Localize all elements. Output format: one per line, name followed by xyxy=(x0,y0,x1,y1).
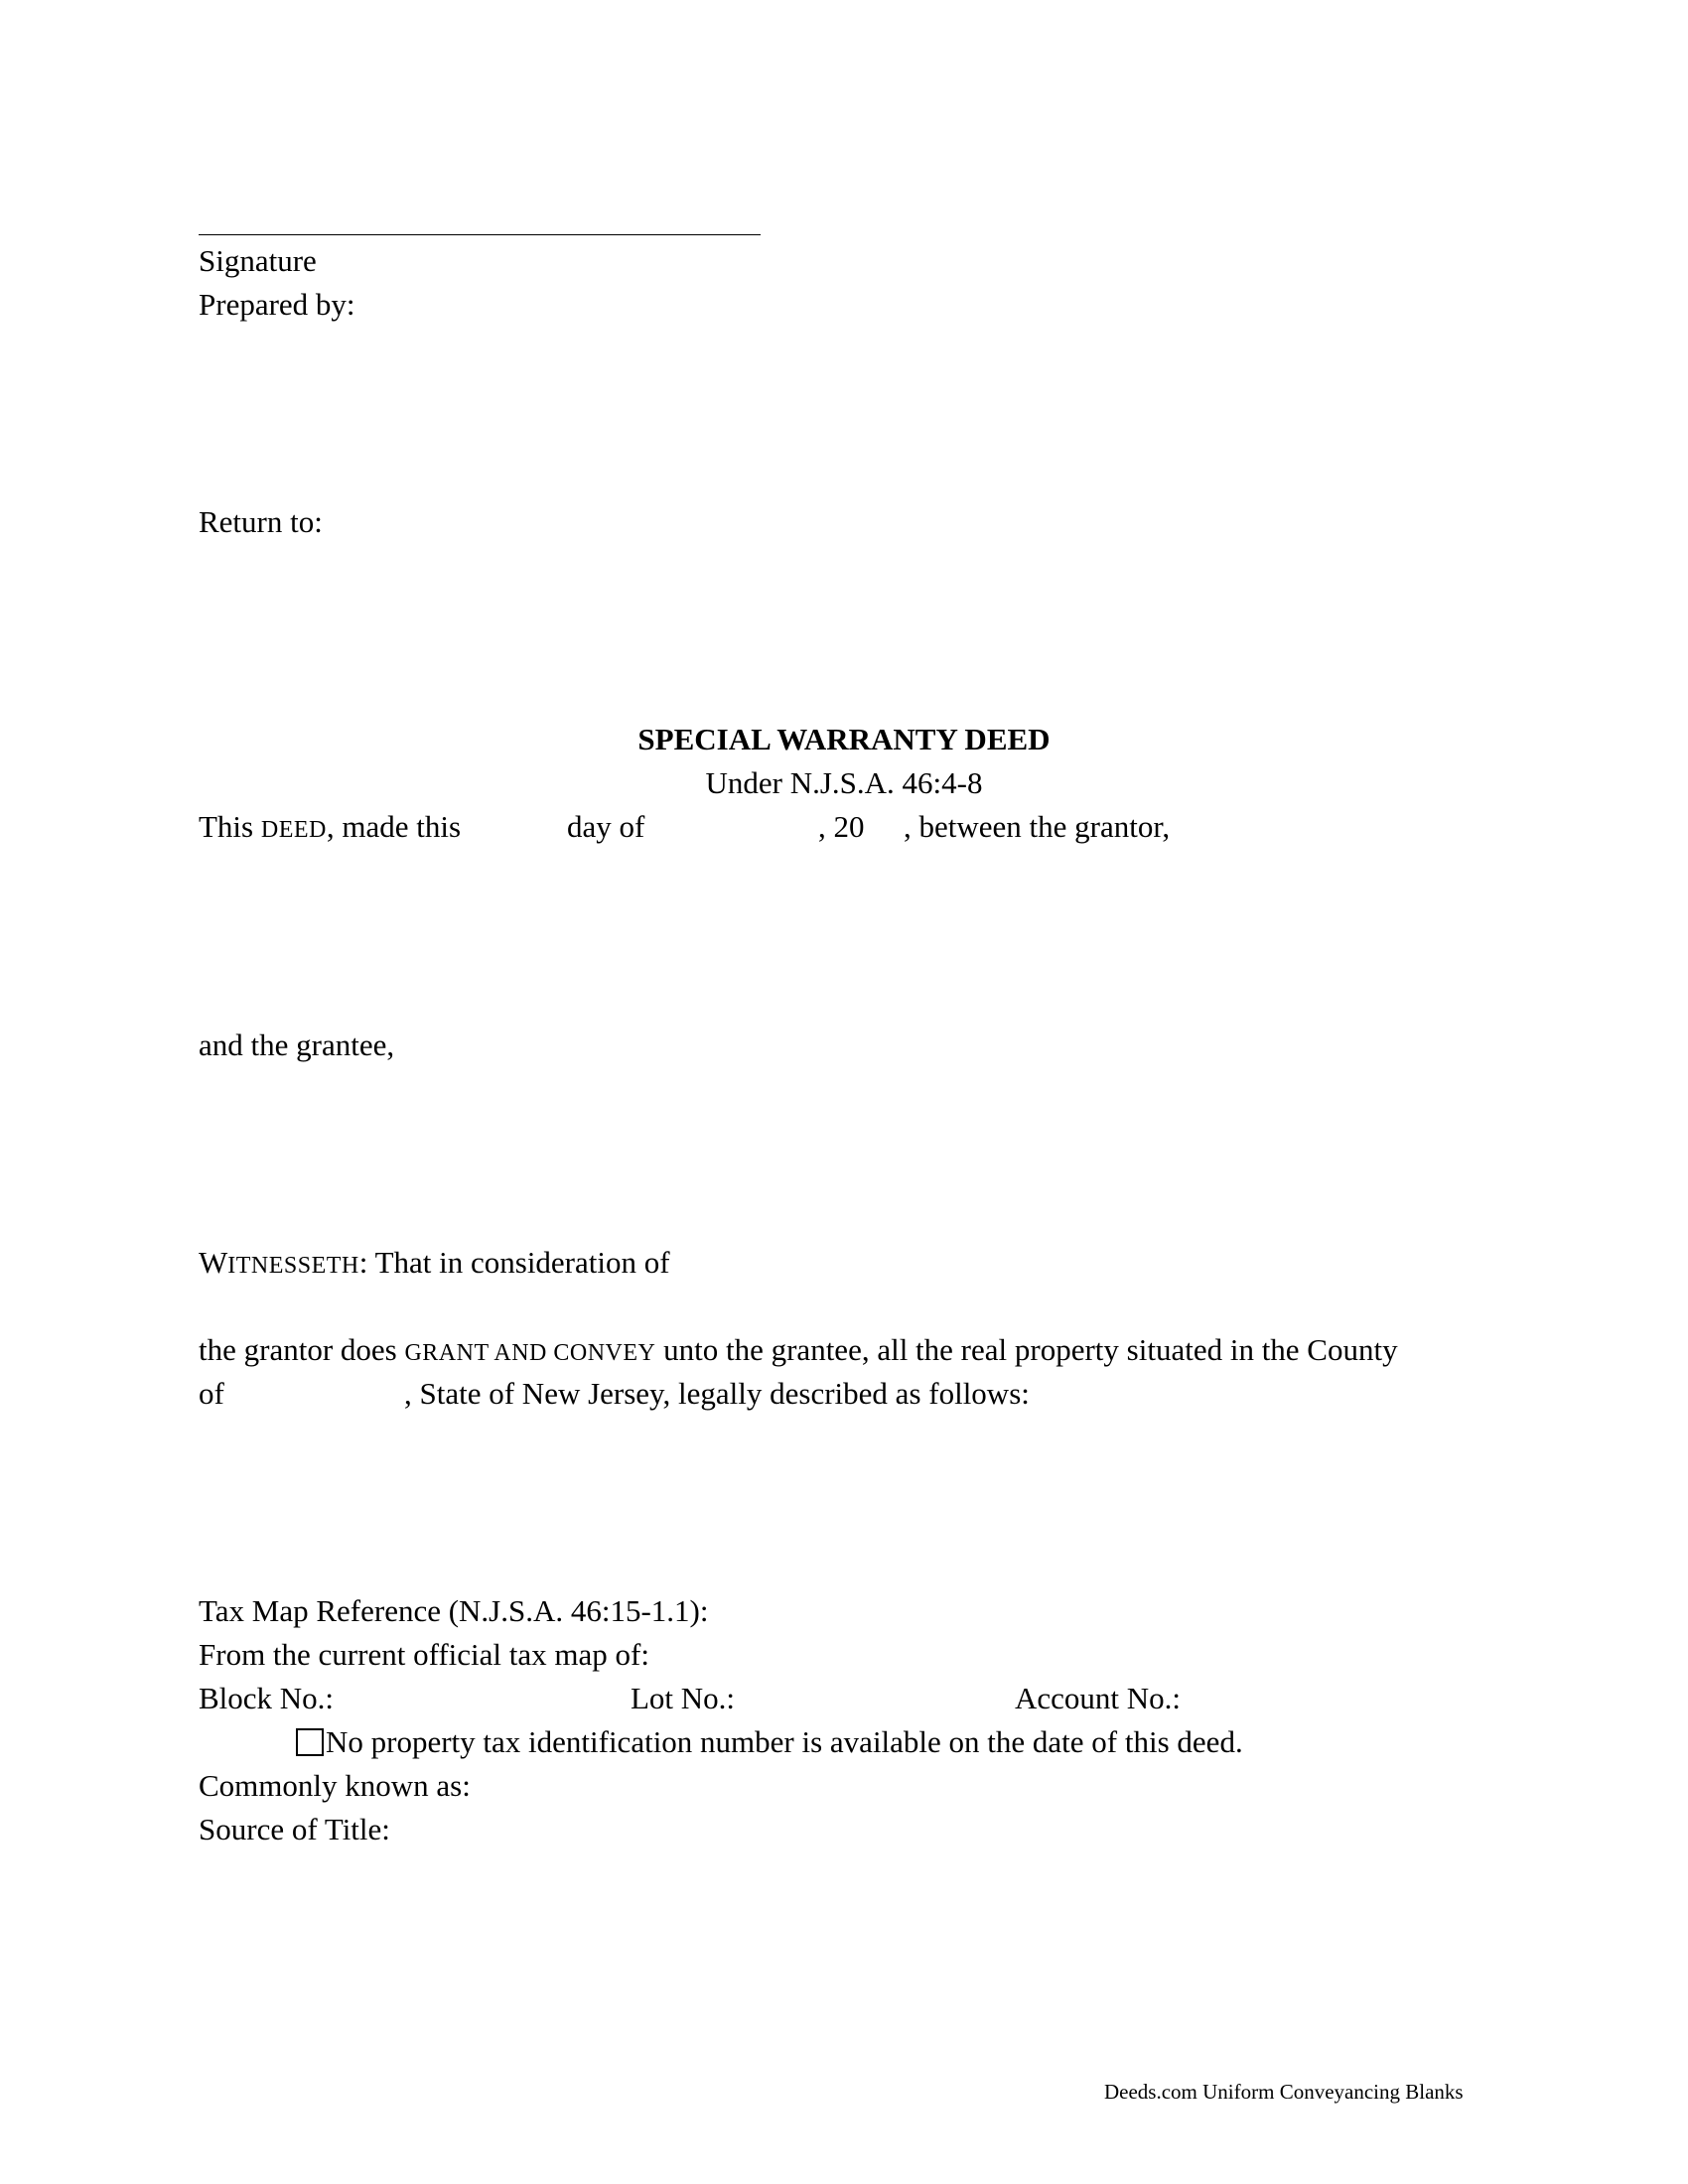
grantee-label: and the grantee, xyxy=(199,1027,395,1062)
intro-deed: DEED xyxy=(260,817,327,843)
signature-line xyxy=(199,234,761,235)
footer-text: Deeds.com Uniform Conveyancing Blanks xyxy=(1104,2080,1464,2104)
prepared-by-label: Prepared by: xyxy=(199,287,355,322)
no-tax-id-row xyxy=(296,1722,1243,1762)
commonly-known-label: Commonly known as: xyxy=(199,1768,471,1803)
witnesseth-text: : That in consideration of xyxy=(358,1245,670,1280)
from-tax-map: From the current official tax map of: xyxy=(199,1637,649,1672)
county-of-label: of xyxy=(199,1376,224,1411)
intro-between-grantor: , between the grantor, xyxy=(904,809,1171,844)
grant-and-convey: GRANT AND CONVEY xyxy=(404,1340,656,1366)
block-no-label: Block No.: xyxy=(199,1681,335,1715)
document-title: SPECIAL WARRANTY DEED xyxy=(637,722,1051,756)
signature-label: Signature xyxy=(199,243,317,278)
intro-line xyxy=(199,807,461,850)
state-described-text: , State of New Jersey, legally described as follows: xyxy=(404,1376,1030,1411)
witnesseth-rest: ITNESSETH xyxy=(227,1253,359,1279)
intro-day-of: day of xyxy=(567,809,645,844)
no-tax-id-checkbox[interactable] xyxy=(296,1728,324,1756)
conveyance-end: unto the grantee, all the real property situated in the County xyxy=(663,1332,1398,1367)
no-tax-id-label: No property tax identification number is available on the date of this deed. xyxy=(326,1724,1243,1759)
account-no-label: Account No.: xyxy=(1015,1681,1182,1715)
intro-year-prefix: , 20 xyxy=(818,809,865,844)
source-of-title-label: Source of Title: xyxy=(199,1812,390,1846)
conveyance-start: the grantor does xyxy=(199,1332,397,1367)
return-to-label: Return to: xyxy=(199,504,323,539)
intro-this: This xyxy=(199,809,254,844)
lot-no-label: Lot No.: xyxy=(631,1681,736,1715)
witnesseth-line xyxy=(199,1243,670,1286)
document-subtitle: Under N.J.S.A. 46:4-8 xyxy=(705,765,983,800)
intro-made-this: , made this xyxy=(326,809,462,844)
conveyance-line-1 xyxy=(199,1330,1398,1373)
tax-map-reference: Tax Map Reference (N.J.S.A. 46:15-1.1): xyxy=(199,1593,709,1628)
witnesseth-initial: W xyxy=(199,1245,228,1280)
